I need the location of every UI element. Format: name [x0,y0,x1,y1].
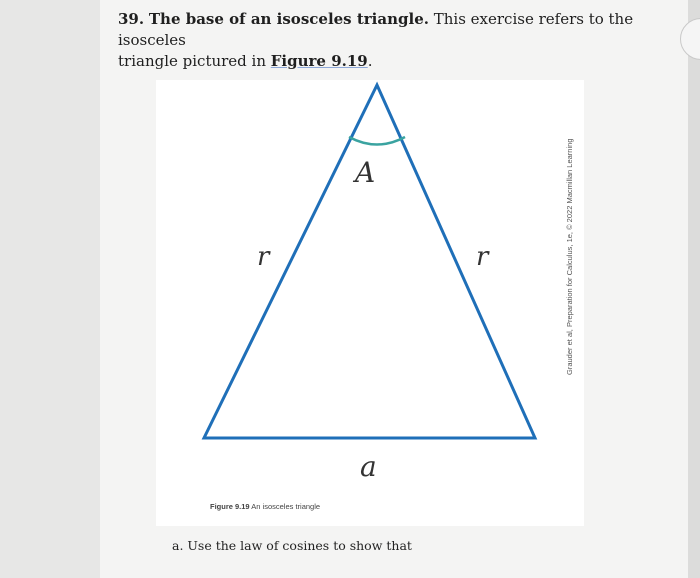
angle-label: A [355,156,376,189]
exercise-text-line2: triangle pictured in [118,52,271,70]
caption-figure-number: Figure 9.19 [210,502,250,511]
exercise-text-line1: This exercise refers to the isosceles [118,10,634,49]
exercise-number: 39. [118,10,145,28]
figure-reference-link[interactable]: Figure 9.19 [270,52,368,70]
exercise-heading [118,9,638,72]
figure-credit: Grauder et al, Preparation for Calculus, 1e, © 2022 Macmillan Learning [565,138,574,375]
question-part-a: a. Use the law of cosines to show that [172,538,412,553]
angle-arc [349,137,405,145]
caption-text: An isosceles triangle [249,502,321,511]
figure-panel [156,80,584,526]
page-edge [688,0,700,578]
exercise-text-end: . [367,52,373,70]
base-label: a [360,450,377,483]
left-side-label: r [257,242,270,272]
right-side-label: r [476,242,489,272]
exercise-title: The base of an isosceles triangle. [148,10,429,28]
figure-caption [210,502,320,511]
